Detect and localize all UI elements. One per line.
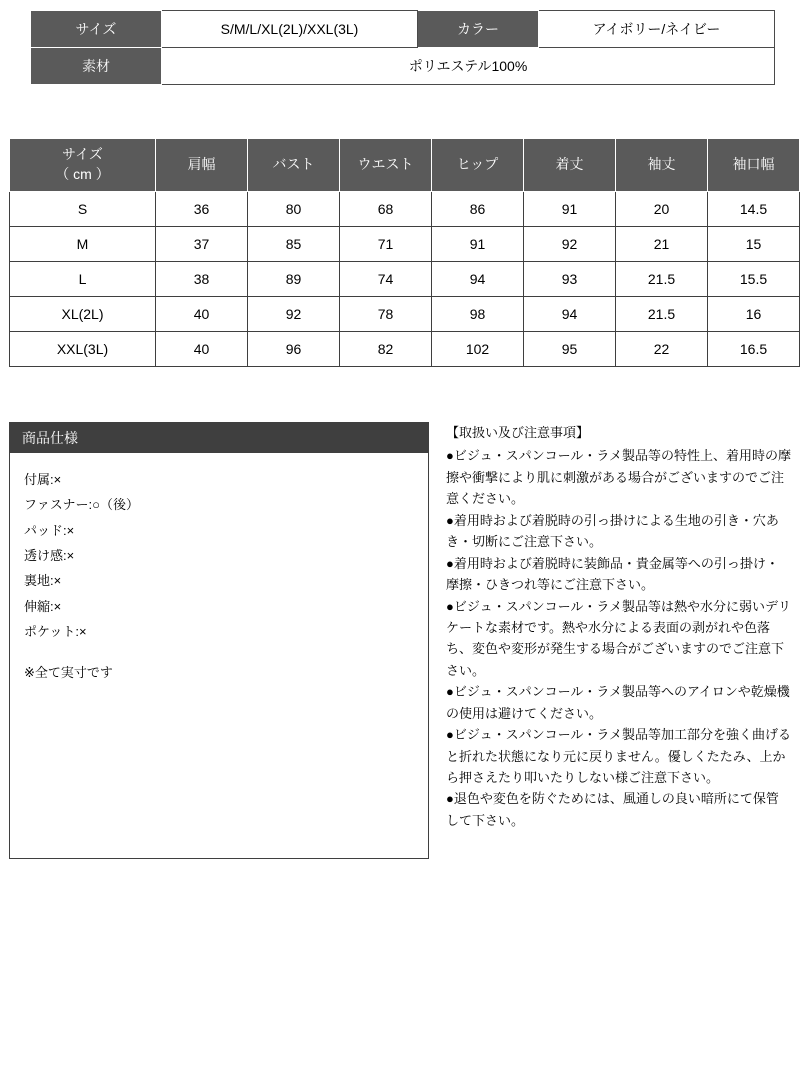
notice-item: ●ビジュ・スパンコール・ラメ製品等の特性上、着用時の摩擦や衝撃により肌に刺激がある場合がございますのでご注意ください。 xyxy=(446,448,791,507)
size-table-corner xyxy=(10,139,156,192)
cell-value: 91 xyxy=(524,192,616,227)
row-label-size: M xyxy=(10,227,156,262)
notice-item: ●着用時および着脱時に装飾品・貴金属等への引っ掛け・摩擦・ひきつれ等にご注意下さい。 xyxy=(446,555,779,593)
cell-value: 40 xyxy=(156,332,248,367)
row-label-size: L xyxy=(10,262,156,297)
spec-label-size: サイズ xyxy=(31,11,162,48)
cell-value: 96 xyxy=(248,332,340,367)
spec-label-color: カラー xyxy=(418,11,539,48)
product-spec-box xyxy=(9,422,429,859)
list-item: パッド:× xyxy=(24,522,75,538)
notice-item: ●ビジュ・スパンコール・ラメ製品等加工部分を強く曲げると折れた状態になり元に戻りません。優しくたたみ、上から押さえたり叩いたりしない様ご注意下さい。 xyxy=(446,727,791,785)
cell-value: 94 xyxy=(432,262,524,297)
list-item: 付属:× xyxy=(24,472,62,487)
size-table-corner-line1: サイズ xyxy=(62,146,103,163)
cell-value: 74 xyxy=(340,262,432,297)
notice-section xyxy=(446,422,791,831)
list-item: 伸縮:× xyxy=(24,598,62,614)
table-row xyxy=(10,192,800,227)
cell-value: 68 xyxy=(340,192,432,227)
cell-value: 22 xyxy=(616,332,708,367)
product-spec-note: ※全て実寸です xyxy=(24,665,113,681)
size-measurement-table xyxy=(9,138,800,367)
cell-value: 21.5 xyxy=(616,262,708,297)
table-row xyxy=(10,262,800,297)
list-item: ファスナー:○（後） xyxy=(24,497,139,513)
cell-value: 36 xyxy=(156,192,248,227)
cell-value: 21.5 xyxy=(616,297,708,332)
cell-value: 20 xyxy=(616,192,708,227)
cell-value: 14.5 xyxy=(708,192,800,227)
notice-title: 【取扱い及び注意事項】 xyxy=(446,425,590,440)
row-label-size: XXL(3L) xyxy=(10,332,156,367)
spec-value-color: アイボリー/ネイビー xyxy=(539,11,775,48)
cell-value: 91 xyxy=(432,227,524,262)
table-row xyxy=(31,48,775,85)
column-header-hip: ヒップ xyxy=(432,139,524,192)
size-table-corner-line2: （ cm ） xyxy=(55,166,110,182)
row-label-size: S xyxy=(10,192,156,227)
column-header-bust: バスト xyxy=(248,139,340,192)
cell-value: 16 xyxy=(708,297,800,332)
column-header-cuff-width: 袖口幅 xyxy=(708,139,800,192)
bottom-section xyxy=(9,422,791,872)
cell-value: 80 xyxy=(248,192,340,227)
column-header-waist: ウエスト xyxy=(340,139,432,192)
cell-value: 86 xyxy=(432,192,524,227)
cell-value: 93 xyxy=(524,262,616,297)
cell-value: 92 xyxy=(524,227,616,262)
spec-value-material: ポリエステル100% xyxy=(162,48,775,85)
cell-value: 92 xyxy=(248,297,340,332)
cell-value: 78 xyxy=(340,297,432,332)
cell-value: 21 xyxy=(616,227,708,262)
notice-item: ●ビジュ・スパンコール・ラメ製品等へのアイロンや乾燥機の使用は避けてください。 xyxy=(446,684,790,721)
notice-item: ●着用時および着脱時の引っ掛けによる生地の引き・穴あき・切断にご注意下さい。 xyxy=(446,512,779,550)
row-label-size: XL(2L) xyxy=(10,297,156,332)
notice-item: ●退色や変色を防ぐためには、風通しの良い暗所にて保管して下さい。 xyxy=(446,791,779,828)
cell-value: 15.5 xyxy=(708,262,800,297)
cell-value: 94 xyxy=(524,297,616,332)
cell-value: 95 xyxy=(524,332,616,367)
spec-value-size: S/M/L/XL(2L)/XXL(3L) xyxy=(162,11,418,48)
cell-value: 40 xyxy=(156,297,248,332)
cell-value: 37 xyxy=(156,227,248,262)
cell-value: 89 xyxy=(248,262,340,297)
table-row xyxy=(10,227,800,262)
cell-value: 15 xyxy=(708,227,800,262)
table-row xyxy=(31,11,775,48)
spec-label-material: 素材 xyxy=(31,48,162,85)
notice-item: ●ビジュ・スパンコール・ラメ製品等は熱や水分に弱いデリケートな素材です。熱や水分による表面の剥がれや色落ち、変色や変形が発生する場合がございますのでご注意下さい。 xyxy=(446,598,791,678)
cell-value: 71 xyxy=(340,227,432,262)
column-header-length: 着丈 xyxy=(524,139,616,192)
table-header-row xyxy=(10,139,800,192)
cell-value: 98 xyxy=(432,297,524,332)
list-item: 裏地:× xyxy=(24,573,62,589)
cell-value: 102 xyxy=(432,332,524,367)
column-header-shoulder: 肩幅 xyxy=(156,139,248,192)
list-item: ポケット:× xyxy=(24,624,87,640)
product-spec-title: 商品仕様 xyxy=(10,423,428,453)
cell-value: 16.5 xyxy=(708,332,800,367)
list-item: 透け感:× xyxy=(24,548,75,564)
table-row xyxy=(10,297,800,332)
spec-header-table xyxy=(30,10,775,85)
column-header-sleeve-length: 袖丈 xyxy=(616,139,708,192)
product-spec-list xyxy=(10,453,428,686)
cell-value: 85 xyxy=(248,227,340,262)
table-row xyxy=(10,332,800,367)
cell-value: 38 xyxy=(156,262,248,297)
cell-value: 82 xyxy=(340,332,432,367)
